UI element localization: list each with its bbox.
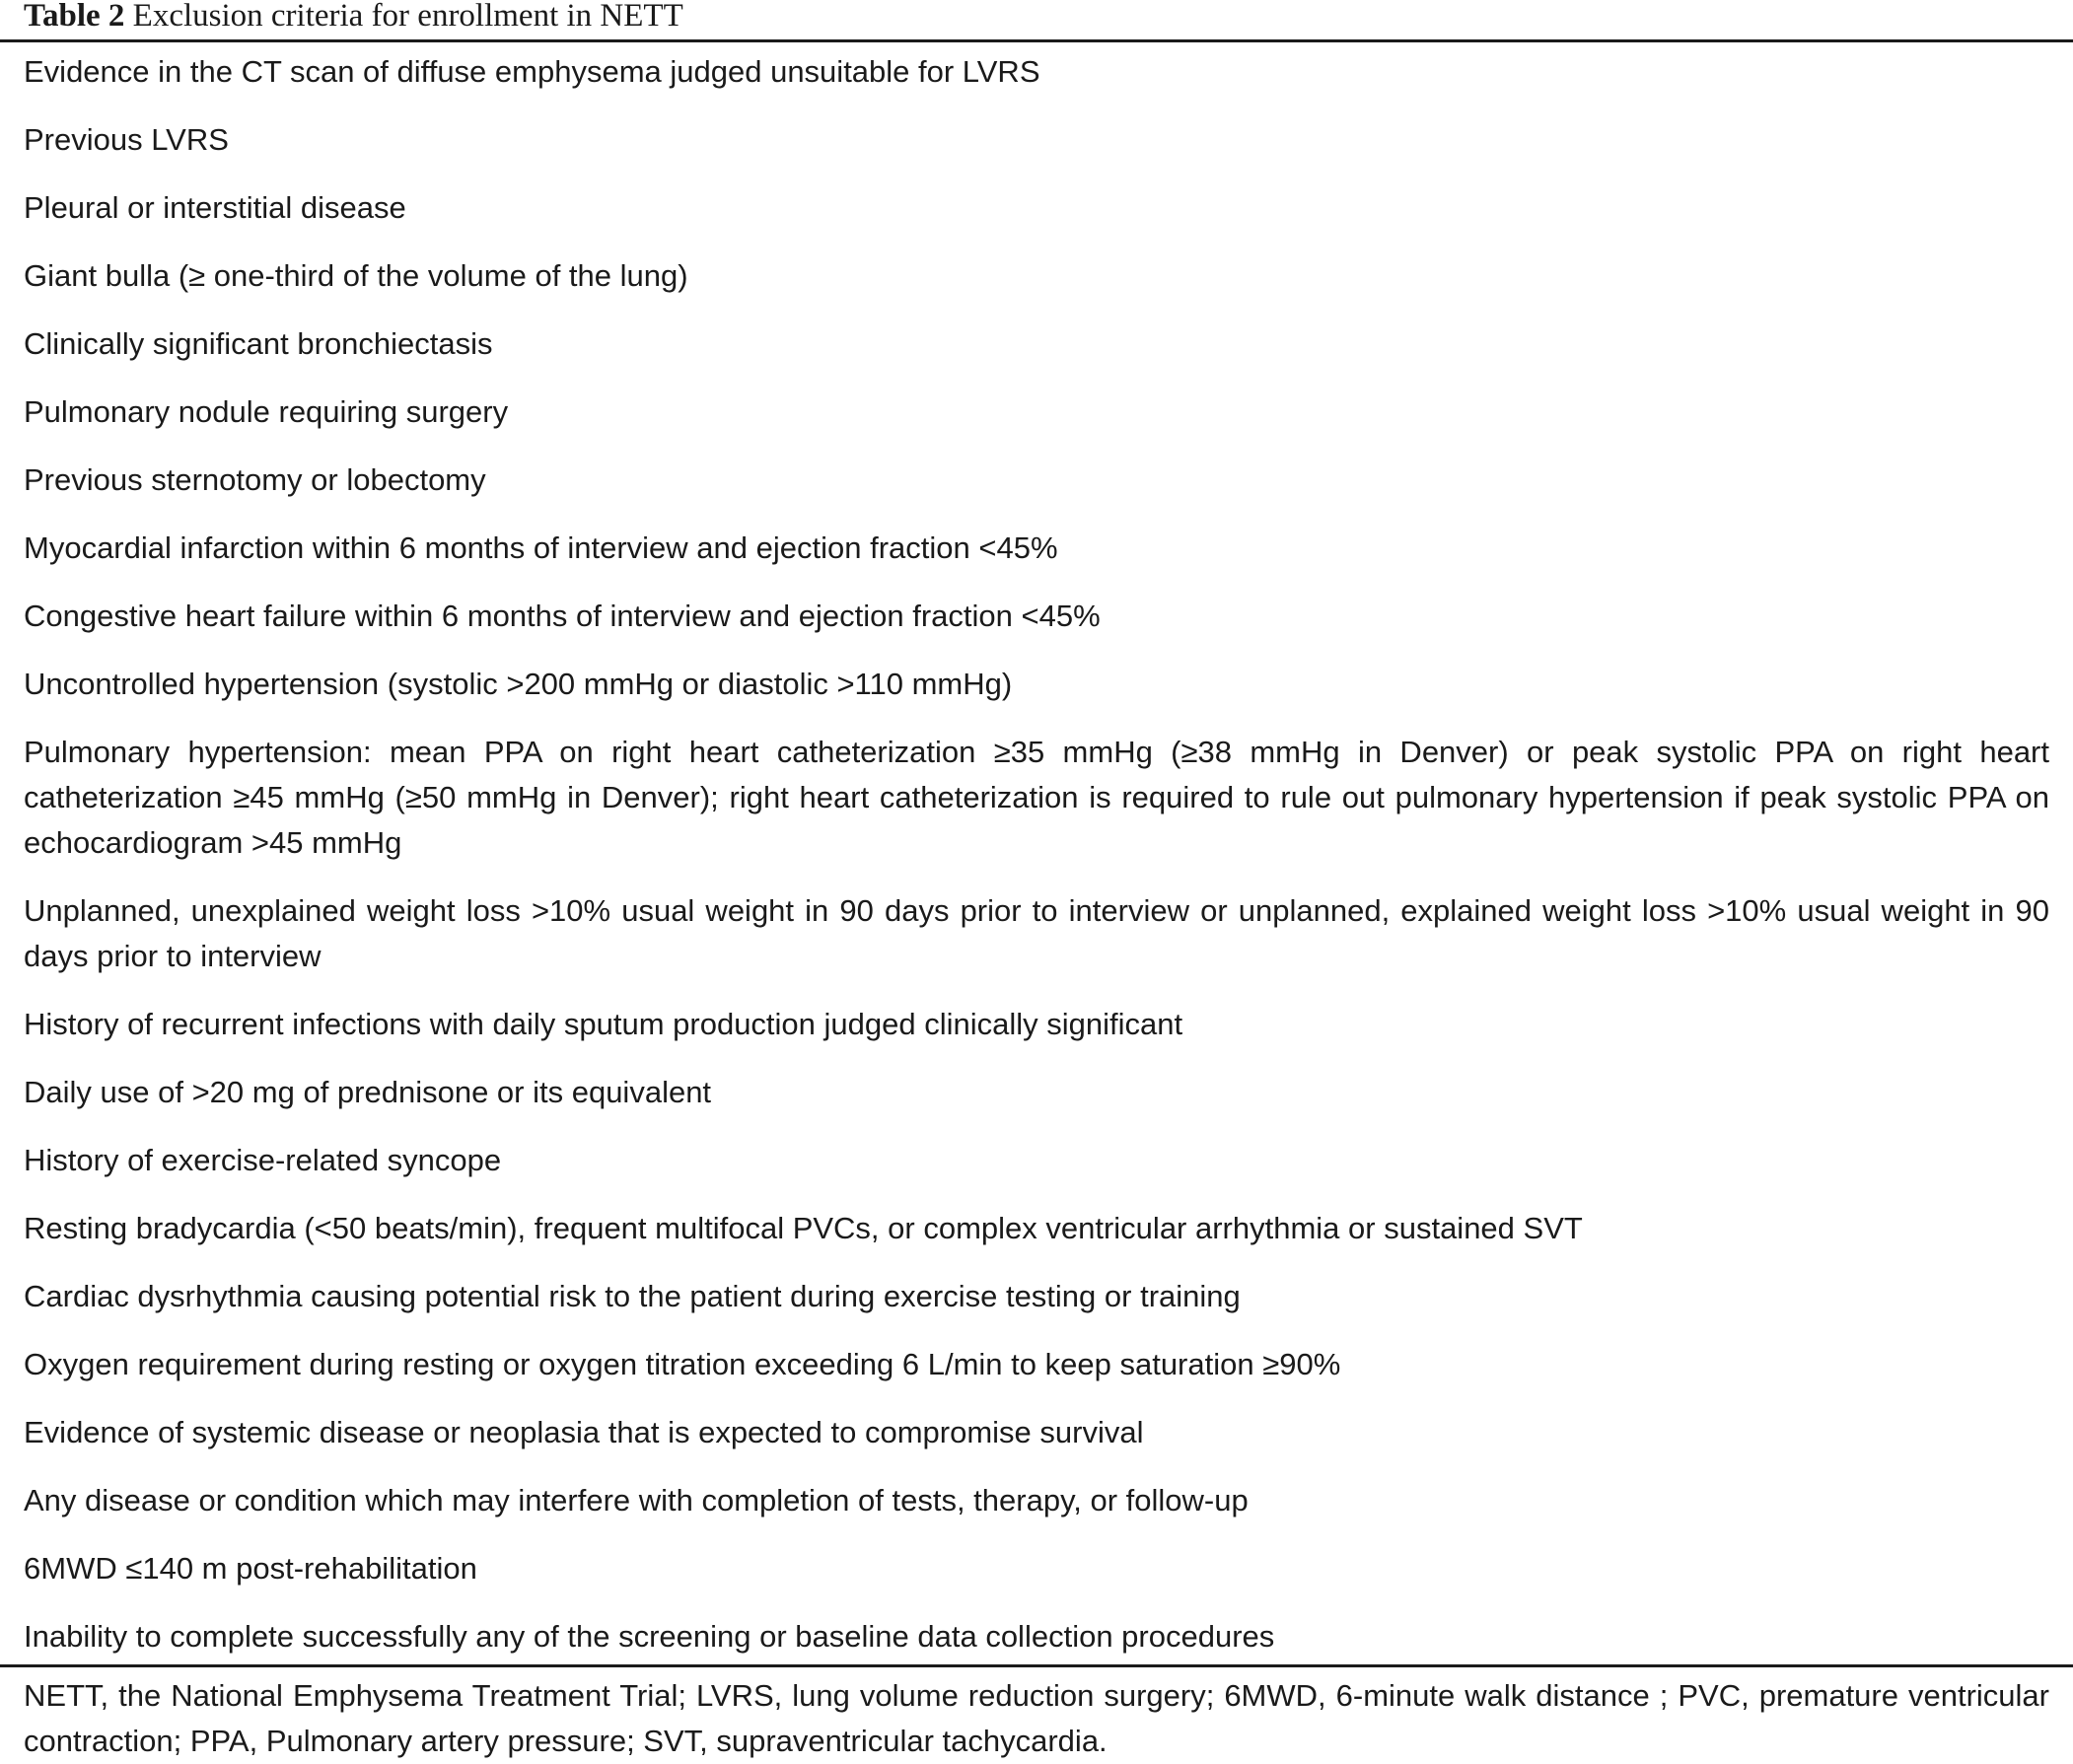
table-footnote: NETT, the National Emphysema Treatment Trial; LVRS, lung volume reduction surgery; 6MWD, 6-minute walk distance ; PVC, premature ventricular contraction; PPA, Pulmonary artery pressure; SVT, supraventricular tachycardia.	[24, 1678, 2049, 1758]
criterion-row: Congestive heart failure within 6 months of interview and ejection fraction <45%	[24, 599, 1101, 633]
criterion-row: Evidence of systemic disease or neoplasia that is expected to compromise survival	[24, 1415, 1144, 1449]
criterion-row: Previous sternotomy or lobectomy	[24, 462, 486, 497]
top-rule	[0, 39, 2073, 42]
bottom-rule	[0, 1664, 2073, 1667]
criterion-row: Cardiac dysrhythmia causing potential risk to the patient during exercise testing or training	[24, 1279, 1241, 1313]
criterion-row: History of exercise-related syncope	[24, 1143, 502, 1177]
criterion-row: Uncontrolled hypertension (systolic >200 mmHg or diastolic >110 mmHg)	[24, 667, 1013, 701]
criterion-row: History of recurrent infections with daily sputum production judged clinically significant	[24, 1007, 1183, 1041]
criterion-row: Inability to complete successfully any of the screening or baseline data collection procedures	[24, 1619, 1275, 1654]
criterion-row: Giant bulla (≥ one-third of the volume of the lung)	[24, 258, 688, 293]
criterion-row: Oxygen requirement during resting or oxygen titration exceeding 6 L/min to keep saturation ≥90%	[24, 1347, 1341, 1381]
criterion-row: Previous LVRS	[24, 122, 229, 157]
table-title: Exclusion criteria for enrollment in NETT	[132, 0, 683, 34]
criterion-row: Evidence in the CT scan of diffuse emphysema judged unsuitable for LVRS	[24, 54, 1040, 89]
criterion-row: Pulmonary nodule requiring surgery	[24, 394, 509, 429]
table-label: Table 2	[24, 0, 125, 34]
criterion-row: Myocardial infarction within 6 months of interview and ejection fraction <45%	[24, 530, 1058, 565]
criterion-row: Pleural or interstitial disease	[24, 190, 406, 225]
criterion-row: Daily use of >20 mg of prednisone or its equivalent	[24, 1075, 712, 1109]
criterion-row: Clinically significant bronchiectasis	[24, 326, 493, 361]
criterion-row: 6MWD ≤140 m post-rehabilitation	[24, 1551, 477, 1586]
criteria-list	[24, 49, 2049, 1682]
criterion-row: Unplanned, unexplained weight loss >10% usual weight in 90 days prior to interview or unplanned, explained weight loss >10% usual weight in 90 days prior to interview	[24, 893, 2049, 973]
criterion-row: Any disease or condition which may interfere with completion of tests, therapy, or follow-up	[24, 1483, 1249, 1517]
table-caption	[24, 0, 683, 34]
criterion-row: Resting bradycardia (<50 beats/min), frequent multifocal PVCs, or complex ventricular arrhythmia or sustained SVT	[24, 1211, 1583, 1245]
criterion-row: Pulmonary hypertension: mean PPA on right heart catheterization ≥35 mmHg (≥38 mmHg in Denver) or peak systolic PPA on right heart catheterization ≥45 mmHg (≥50 mmHg in Denver); right heart catheterization is required to rule out pulmonary hypertension if peak systolic PPA on echocardiogram >45 mmHg	[24, 735, 2049, 860]
